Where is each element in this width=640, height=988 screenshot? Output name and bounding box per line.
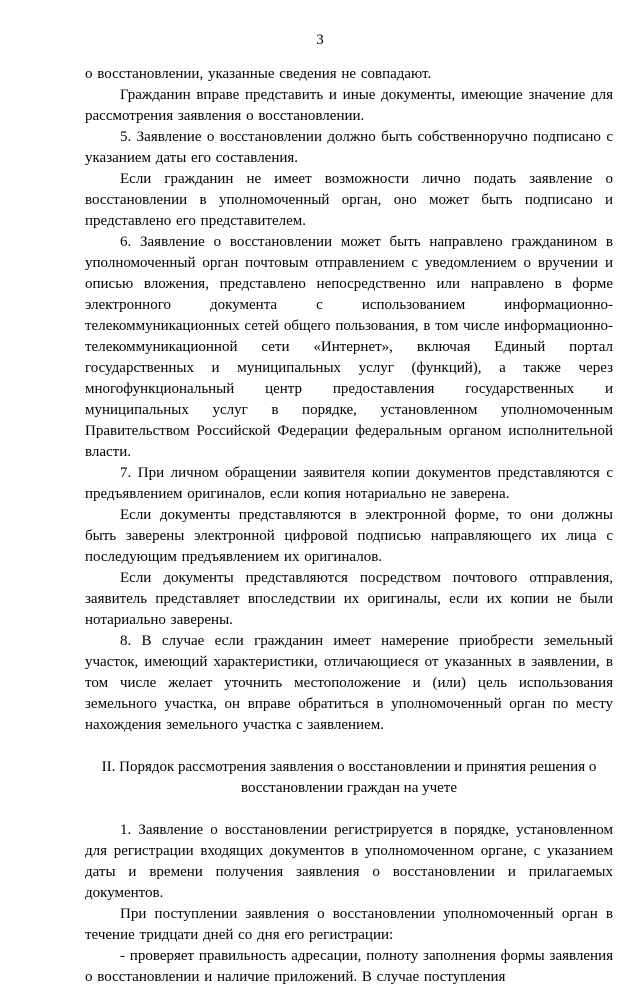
paragraph: При поступлении заявления о восстановлении уполномоченный орган в течение тридцати дней со дня его регистрации:: [85, 906, 613, 943]
paragraph-continuation: о восстановлении, указанные сведения не совпадают.: [85, 66, 432, 82]
paragraph-item-8: 8. В случае если гражданин имеет намерение приобрести земельный участок, имеющий характеристики, отличающиеся от указанных в заявлении, в том числе желает уточнить местоположение и (или) цель использования земельного участка, он вправе обратиться в уполномоченный орган по месту нахождения земельного участка с заявлением.: [85, 633, 613, 733]
paragraph-item-6: 6. Заявление о восстановлении может быть направлено гражданином в уполномоченный орган почтовым отправлением с уведомлением о вручении и описью вложения, представлено непосредственно или направлено в форме электронного документа с использованием информационно-телекоммуникационных сетей общего пользования, в том числе информационно-телекоммуникационной сети «Интернет», включая Единый портал государственных и муниципальных услуг (функций), а также через многофункциональный центр предоставления государственных и муниципальных услуг в порядке, установленном уполномоченным Правительством Российской Федерации федеральным органом исполнительной власти.: [85, 234, 613, 460]
paragraph: Если гражданин не имеет возможности лично подать заявление о восстановлении в уполномоченный орган, оно может быть подписано и представлено его представителем.: [85, 171, 613, 229]
paragraph: Если документы представляются в электронной форме, то они должны быть заверены электронной цифровой подписью направляющего их лица с последующим предъявлением их оригиналов.: [85, 507, 613, 565]
section-heading: II. Порядок рассмотрения заявления о восстановлении и принятия решения о восстановлении граждан на учете: [101, 759, 597, 796]
paragraph-item-5: 5. Заявление о восстановлении должно быть собственноручно подписано с указанием даты его составления.: [85, 129, 613, 166]
paragraph: Если документы представляются посредством почтового отправления, заявитель представляет впоследствии их оригиналы, если их копии не были нотариально заверены.: [85, 570, 613, 628]
page-number: 3: [316, 32, 324, 48]
document-content: [85, 64, 613, 988]
paragraph: Гражданин вправе представить и иные документы, имеющие значение для рассмотрения заявления о восстановлении.: [85, 87, 613, 124]
paragraph-item-7: 7. При личном обращении заявителя копии документов представляются с предъявлением оригиналов, если копия нотариально не заверена.: [85, 465, 613, 502]
paragraph-list-item: - проверяет правильность адресации, полноту заполнения формы заявления о восстановлении и наличие приложений. В случае поступления: [85, 948, 613, 985]
paragraph-item-1: 1. Заявление о восстановлении регистрируется в порядке, установленном для регистрации входящих документов в уполномоченном органе, с указанием даты и времени получения заявления о восстановлении и прилагаемых документов.: [85, 822, 613, 901]
